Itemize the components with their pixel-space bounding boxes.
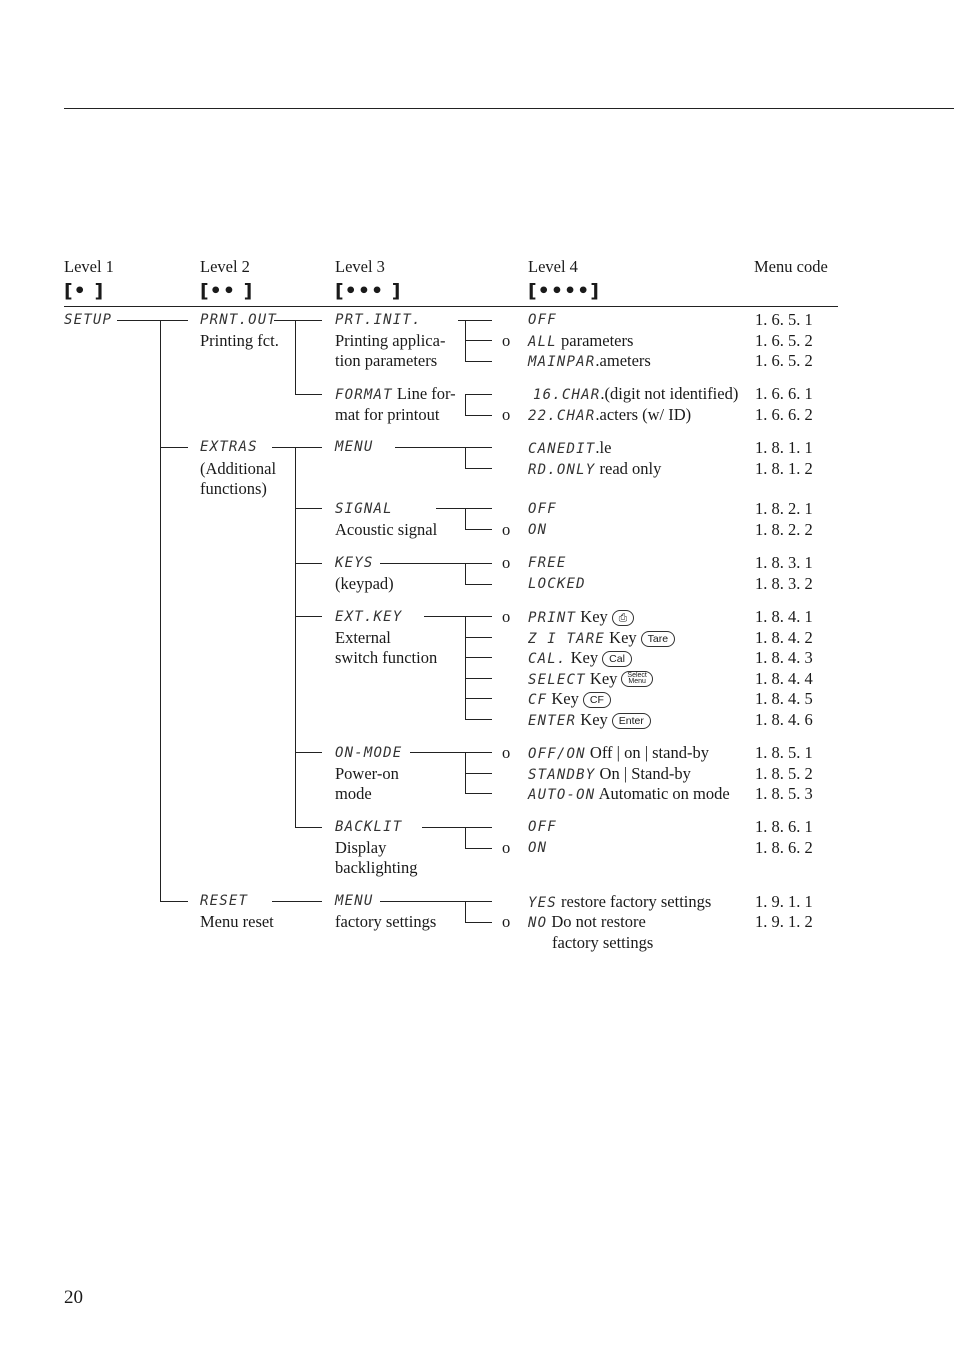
canedit-option: [528, 438, 611, 459]
menu-code: 1. 8. 4. 2: [755, 628, 813, 647]
keys-label: KEYS: [335, 555, 374, 571]
factory-settings-continuation: factory settings: [552, 933, 654, 952]
standby-option: [528, 764, 691, 785]
connector-line: [465, 394, 492, 395]
le-text: .le: [595, 438, 612, 457]
connector-line: [465, 901, 466, 922]
zitare-label: Z I TARE: [528, 631, 606, 647]
additional-text: (Additional: [200, 459, 277, 478]
on-mode-label: ON-MODE: [335, 745, 403, 761]
connector-line: [465, 447, 466, 468]
22char-option: [528, 405, 691, 426]
ext-key-label: EXT.KEY: [335, 609, 403, 625]
format-label: FORMAT: [335, 387, 393, 403]
menu-code: 1. 6. 6. 1: [755, 384, 813, 403]
mainpar-label: MAINPAR: [528, 354, 596, 370]
select-key-option: [528, 669, 653, 690]
16char-label: 16.CHAR: [533, 387, 601, 403]
menu-code: 1. 8. 2. 1: [755, 499, 813, 518]
format-row: [335, 384, 456, 405]
key-word: Key: [605, 628, 637, 647]
connector-line: [465, 529, 492, 530]
menu-code: 1. 8. 1. 2: [755, 459, 813, 478]
rdonly-option: [528, 459, 661, 480]
connector-line: [465, 468, 492, 469]
select-label: SELECT: [528, 672, 586, 688]
yes-option: [528, 892, 711, 913]
external-text: External: [335, 628, 391, 647]
connector-line: [380, 901, 492, 902]
connector-line: [295, 827, 322, 828]
yes-label: YES: [528, 895, 557, 911]
connector-line: [465, 616, 466, 719]
all-parameters-option: [528, 331, 633, 352]
connector-line: [295, 752, 322, 753]
connector-line: [465, 793, 492, 794]
power-on-text: Power-on: [335, 764, 399, 783]
connector-line: [465, 678, 492, 679]
connector-line: [424, 616, 492, 617]
line-for-text: Line for-: [392, 384, 456, 403]
level-1-bracket: [• ]: [64, 280, 105, 302]
signal-label: SIGNAL: [335, 501, 393, 517]
menu-label: MENU: [335, 439, 374, 455]
header-level-3: Level 3: [335, 257, 385, 276]
mat-for-printout-text: mat for printout: [335, 405, 440, 424]
level-4-bracket: [••••]: [528, 280, 600, 302]
connector-line: [295, 394, 322, 395]
canedit-label: CANEDIT: [528, 441, 596, 457]
connector-line: [465, 340, 492, 341]
prnt-out-label: PRNT.OUT: [200, 312, 278, 328]
enter-label: ENTER: [528, 713, 577, 729]
menu-code: 1. 8. 3. 1: [755, 553, 813, 572]
ameters-text: .ameters: [595, 351, 651, 370]
connector-line: [465, 563, 466, 584]
menu-code: 1. 8. 4. 3: [755, 648, 813, 667]
switch-function-text: switch function: [335, 648, 438, 667]
printing-applica-text: Printing applica-: [335, 331, 446, 350]
connector-line: [465, 827, 466, 848]
automatic-on-mode-text: Automatic on mode: [595, 784, 730, 803]
acoustic-signal-text: Acoustic signal: [335, 520, 438, 539]
signal-off-option: OFF: [528, 501, 557, 517]
locked-option: LOCKED: [528, 576, 586, 592]
menu-code: 1. 9. 1. 2: [755, 912, 813, 931]
backlit-label: BACKLIT: [335, 819, 403, 835]
no-label: NO: [528, 915, 548, 931]
connector-line: [465, 361, 492, 362]
standby-label: STANDBY: [528, 767, 596, 783]
connector-line: [465, 637, 492, 638]
menu-code: 1. 8. 5. 1: [755, 743, 813, 762]
connector-line: [160, 447, 188, 448]
backlit-off-option: OFF: [528, 819, 557, 835]
printing-fct-text: Printing fct.: [200, 331, 279, 350]
no-option: [528, 912, 646, 933]
autoon-label: AUTO-ON: [528, 787, 596, 803]
menu-code: 1. 8. 6. 2: [755, 838, 813, 857]
header-level-2: Level 2: [200, 257, 250, 276]
connector-line: [295, 508, 322, 509]
connector-line: [295, 616, 322, 617]
read-only-text: read only: [595, 459, 662, 478]
menu-code: 1. 6. 5. 2: [755, 351, 813, 370]
default-marker: o: [502, 405, 511, 424]
menu-code: 1. 8. 5. 3: [755, 784, 813, 803]
digit-not-identified-text: .(digit not identified): [600, 384, 739, 403]
parameters-text: parameters: [556, 331, 634, 350]
menu-code: 1. 8. 5. 2: [755, 764, 813, 783]
offon-label: OFF/ON: [528, 746, 586, 762]
connector-line: [465, 698, 492, 699]
print-label: PRINT: [528, 610, 577, 626]
cal-key-option: [528, 648, 632, 669]
menu-code: 1. 8. 3. 2: [755, 574, 813, 593]
restore-factory-text: restore factory settings: [556, 892, 712, 911]
display-text: Display: [335, 838, 387, 857]
factory-settings-text: factory settings: [335, 912, 437, 931]
extras-label: EXTRAS: [200, 439, 258, 455]
connector-line: [465, 922, 492, 923]
cf-key-icon: CF: [583, 692, 611, 708]
16char-option: [533, 384, 738, 405]
mainpar-option: [528, 351, 651, 372]
menu-code: 1. 8. 4. 5: [755, 689, 813, 708]
cf-label: CF: [528, 692, 548, 708]
rdonly-label: RD.ONLY: [528, 462, 596, 478]
tare-key-icon: Tare: [641, 631, 675, 647]
menu-code: 1. 8. 4. 4: [755, 669, 813, 688]
header-level-1: Level 1: [64, 257, 114, 276]
functions-text: functions): [200, 479, 267, 498]
free-option: FREE: [528, 555, 567, 571]
connector-line: [295, 563, 322, 564]
connector-line: [465, 394, 466, 415]
menu-code: 1. 8. 6. 1: [755, 817, 813, 836]
mode-text: mode: [335, 784, 372, 803]
connector-line: [465, 773, 492, 774]
default-marker: o: [502, 331, 511, 350]
select-key-text: Select: [627, 672, 647, 679]
header-rule: [64, 306, 838, 307]
key-word: Key: [547, 689, 579, 708]
connector-line: [410, 752, 492, 753]
connector-line: [295, 447, 296, 827]
connector-line: [160, 901, 188, 902]
level-2-bracket: [•• ]: [200, 280, 254, 302]
connector-line: [465, 508, 466, 529]
signal-on-option: ON: [528, 522, 548, 538]
top-rule: [64, 108, 954, 109]
menu-key-text: Menu: [628, 678, 646, 685]
cf-key-option: [528, 689, 611, 710]
menu-reset-text: Menu reset: [200, 912, 274, 931]
header-level-4: Level 4: [528, 257, 578, 276]
cal-label: CAL.: [528, 651, 567, 667]
connector-line: [272, 447, 322, 448]
tion-parameters-text: tion parameters: [335, 351, 438, 370]
backlit-on-option: ON: [528, 840, 548, 856]
connector-line: [465, 657, 492, 658]
print-key-icon: ⎙: [612, 610, 634, 626]
menu-code: 1. 6. 5. 2: [755, 331, 813, 350]
on-standby-text: On | Stand-by: [595, 764, 691, 783]
connector-line: [458, 320, 492, 321]
key-word: Key: [576, 607, 608, 626]
autoon-option: [528, 784, 730, 805]
menu-code: 1. 8. 1. 1: [755, 438, 813, 457]
tare-key-option: [528, 628, 675, 649]
connector-line: [465, 719, 492, 720]
enter-key-option: [528, 710, 651, 731]
print-key-option: [528, 607, 634, 628]
connector-line: [422, 827, 492, 828]
connector-line: [465, 584, 492, 585]
22char-label: 22.CHAR: [528, 408, 596, 424]
default-marker: o: [502, 838, 511, 857]
menu-code: 1. 8. 2. 2: [755, 520, 813, 539]
menu-code: 1. 9. 1. 1: [755, 892, 813, 911]
off-on-standby-text: Off | on | stand-by: [585, 743, 709, 762]
connector-line: [465, 848, 492, 849]
connector-line: [272, 901, 322, 902]
reset-label: RESET: [200, 893, 249, 909]
select-menu-key-icon: [621, 671, 652, 687]
connector-line: [395, 447, 492, 448]
connector-line: [465, 415, 492, 416]
menu-code: 1. 8. 4. 6: [755, 710, 813, 729]
all-label: ALL: [528, 334, 557, 350]
acters-w-id-text: .acters (w/ ID): [595, 405, 692, 424]
cal-key-icon: Cal: [602, 651, 632, 667]
key-word: Key: [585, 669, 618, 688]
setup-label: SETUP: [64, 312, 113, 328]
default-marker: o: [502, 912, 511, 931]
offon-option: [528, 743, 709, 764]
menu-code: 1. 6. 5. 1: [755, 310, 813, 329]
connector-line: [380, 563, 492, 564]
prt-init-label: PRT.INIT.: [335, 312, 422, 328]
prt-off-option: OFF: [528, 312, 557, 328]
connector-line: [295, 320, 296, 394]
level-3-bracket: [••• ]: [335, 280, 402, 302]
menu-code: 1. 8. 4. 1: [755, 607, 813, 626]
connector-line: [117, 320, 188, 321]
do-not-restore-text: Do not restore: [547, 912, 646, 931]
reset-menu-label: MENU: [335, 893, 374, 909]
menu-code: 1. 6. 6. 2: [755, 405, 813, 424]
page-number: 20: [64, 1287, 83, 1308]
connector-line: [436, 508, 492, 509]
key-word: Key: [566, 648, 599, 667]
default-marker: o: [502, 607, 511, 626]
backlighting-text: backlighting: [335, 858, 418, 877]
default-marker: o: [502, 553, 511, 572]
keypad-text: (keypad): [335, 574, 394, 593]
header-menu-code: Menu code: [754, 257, 828, 276]
key-word: Key: [576, 710, 608, 729]
default-marker: o: [502, 743, 511, 762]
connector-line: [274, 320, 322, 321]
enter-key-icon: Enter: [612, 713, 651, 729]
connector-line: [160, 320, 161, 901]
default-marker: o: [502, 520, 511, 539]
